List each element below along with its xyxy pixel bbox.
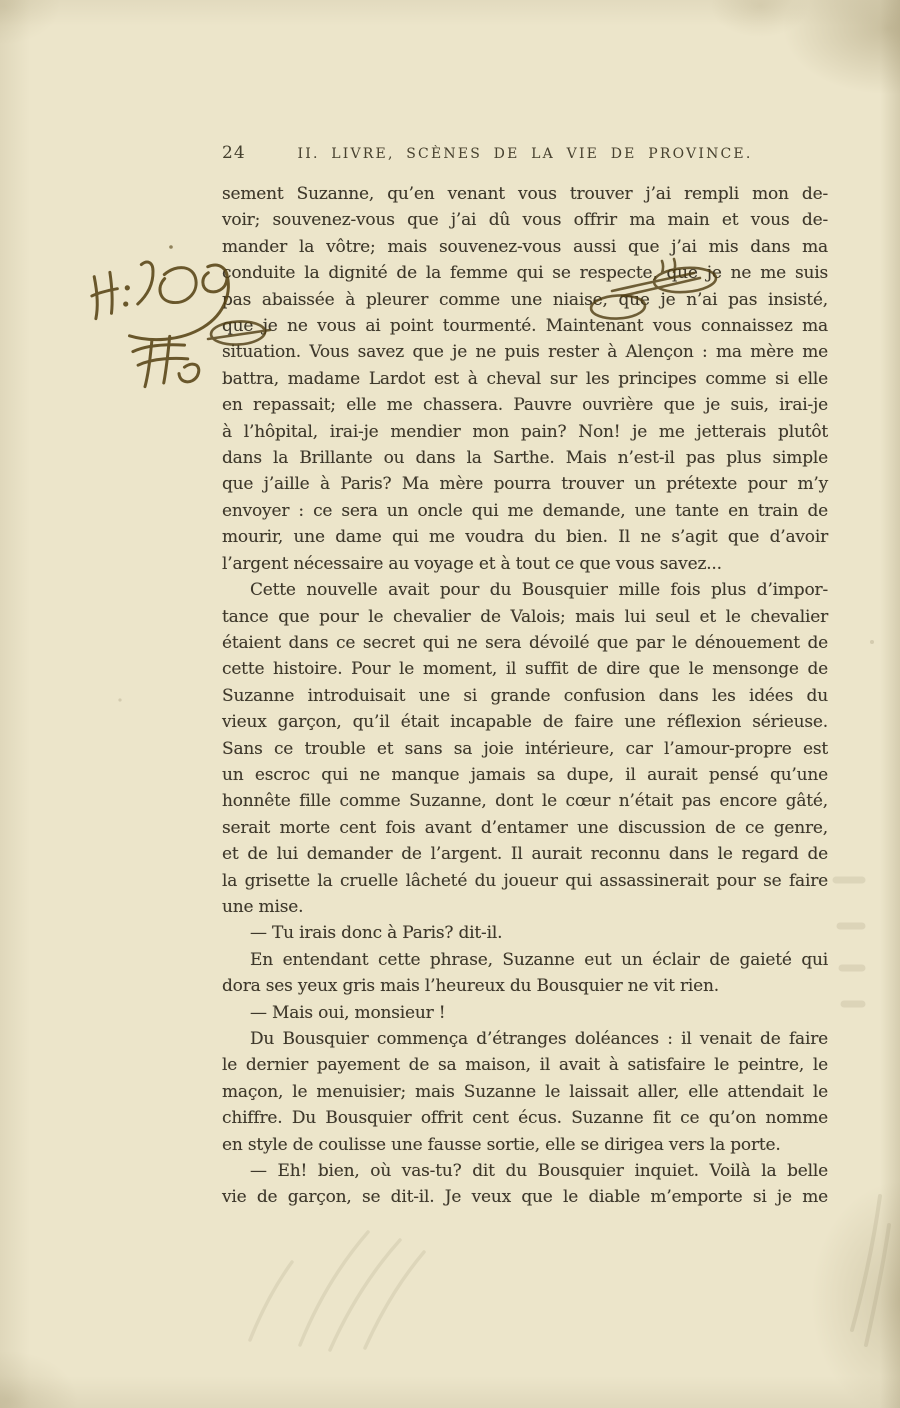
page-number: 24	[222, 143, 246, 163]
margin-note-text	[0, 0, 1, 1]
text-line: maçon, le menuisier; mais Suzanne le laissait aller, elle attendait le	[222, 1081, 828, 1102]
text-line: le dernier payement de sa maison, il avait à satisfaire le peintre, le	[222, 1055, 828, 1076]
text-line: que j’aille à Paris? Ma mère pourra trouver un prétexte pour m’y	[222, 474, 828, 495]
text-line: à l’hôpital, irai-je mendier mon pain? Non! je me jetterais plutôt	[222, 421, 828, 442]
text-line: en style de coulisse une fausse sortie, elle se dirigea vers la porte.	[222, 1134, 781, 1155]
text-line: et de lui demander de l’argent. Il aurait reconnu dans le regard de	[222, 844, 828, 865]
text-line: la grisette la cruelle lâcheté du joueur qui assassinerait pour se faire	[222, 870, 828, 891]
page-showthrough-right	[836, 880, 889, 1345]
text-line: battra, madame Lardot est à cheval sur les principes comme si elle	[222, 368, 828, 389]
text-line: — Tu irais donc à Paris? dit-il.	[250, 923, 503, 944]
text-line: En entendant cette phrase, Suzanne eut un éclair de gaieté qui	[250, 949, 828, 970]
text-line: sement Suzanne, qu’en venant vous trouver j’ai rempli mon de-	[222, 184, 828, 204]
text-line: dora ses yeux gris mais l’heureux du Bousquier ne vit rien.	[222, 976, 719, 997]
text-line: que je ne vous ai point tourmenté. Maintenant vous connaissez ma	[222, 316, 828, 337]
text-block	[222, 181, 828, 1211]
text-line: chiffre. Du Bousquier offrit cent écus. Suzanne fit ce qu’on nomme	[222, 1108, 828, 1129]
text-line: pas abaissée à pleurer comme une niaise, que je n’ai pas insisté,	[222, 289, 828, 310]
text-line: mander la vôtre; mais souvenez-vous aussi que j’ai mis dans ma	[222, 236, 828, 257]
text-line: serait morte cent fois avant d’entamer une discussion de ce genre,	[222, 817, 828, 838]
text-line: un escroc qui ne manque jamais sa dupe, il aurait pensé qu’une	[222, 764, 828, 785]
text-line: tance que pour le chevalier de Valois; mais lui seul et le chevalier	[222, 606, 828, 627]
text-line: vieux garçon, qu’il était incapable de faire une réflexion sérieuse.	[222, 712, 828, 733]
text-line: envoyer : ce sera un oncle qui me demande, une tante en train de	[222, 500, 828, 521]
text-line: voir; souvenez-vous que j’ai dû vous offrir ma main et vous de-	[222, 210, 828, 231]
text-line: cette histoire. Pour le moment, il suffit de dire que le mensonge de	[222, 659, 828, 680]
text-line: conduite la dignité de la femme qui se respecte, que je ne me suis	[222, 263, 828, 284]
text-line: Cette nouvelle avait pour du Bousquier mille fois plus d’impor-	[250, 580, 828, 601]
text-line: dans la Brillante ou dans la Sarthe. Mais n’est-il pas plus simple	[222, 448, 828, 469]
text-line: Du Bousquier commença d’étranges doléances : il venait de faire	[250, 1029, 828, 1049]
running-title: II. LIVRE, SCÈNES DE LA VIE DE PROVINCE.	[297, 146, 753, 162]
text-line: une mise.	[222, 896, 304, 917]
text-line: étaient dans ce secret qui ne sera dévoilé que par le dénouement de	[222, 632, 828, 653]
page-showthrough-bottom	[250, 1232, 424, 1350]
text-line: en repassait; elle me chassera. Pauvre ouvrière que je suis, irai-je	[222, 395, 828, 416]
text-line: vie de garçon, se dit-il. Je veux que le diable m’emporte si je me	[222, 1187, 828, 1208]
stray-ink-dot	[169, 245, 173, 249]
text-line: Suzanne introduisait une si grande confusion dans les idées du	[222, 685, 828, 706]
text-line: Sans ce trouble et sans sa joie intérieure, car l’amour-propre est	[222, 738, 828, 759]
page-header	[222, 142, 828, 166]
text-line: mourir, une dame qui me voudra du bien. Il ne s’agit que d’avoir	[222, 527, 828, 548]
handwritten-margin-note	[89, 255, 236, 390]
text-line: honnête fille comme Suzanne, dont le cœur n’était pas encore gâté,	[222, 791, 828, 812]
text-line: — Eh! bien, où vas-tu? dit du Bousquier inquiet. Voilà la belle	[250, 1161, 828, 1182]
text-line: l’argent nécessaire au voyage et à tout ce que vous savez...	[222, 553, 722, 574]
text-line: — Mais oui, monsieur !	[250, 1002, 446, 1023]
text-line: situation. Vous savez que je ne puis rester à Alençon : ma mère me	[222, 342, 828, 363]
